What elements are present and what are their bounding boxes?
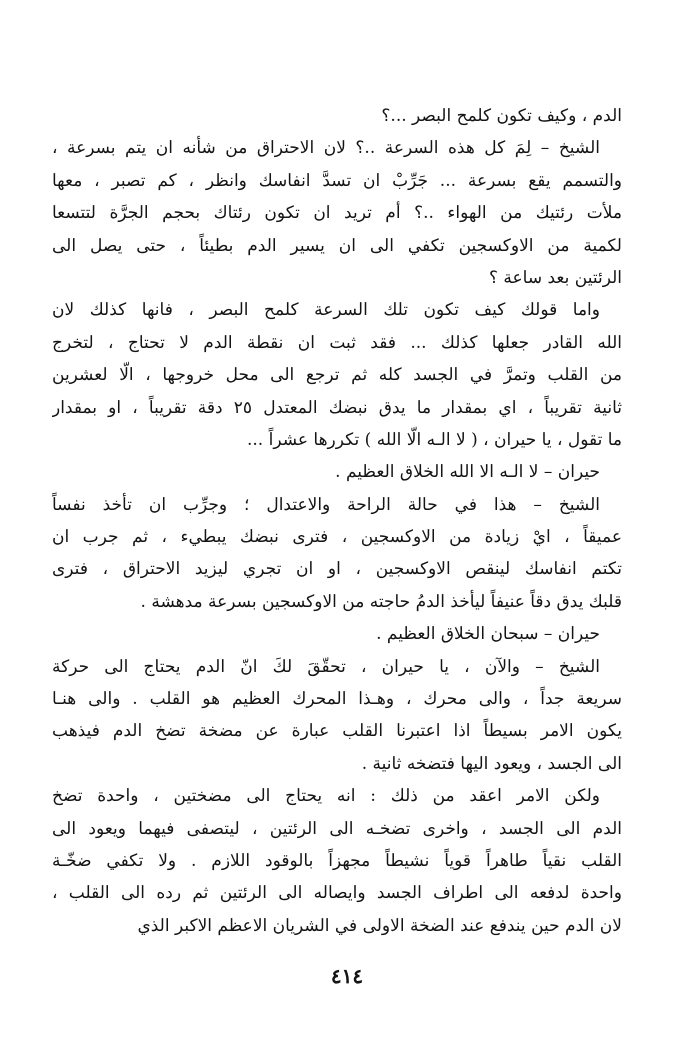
paragraph: [52, 780, 622, 942]
text-line: تكتم انفاسك لينقص الاوكسجين ، او ان تجري ليزيد الاحتراق ، فترى: [52, 559, 622, 580]
page-number: ٤١٤: [330, 964, 364, 988]
text-line: والتسمم يقع بسرعة ... جَرِّبْ ان تسدَّ انفاسك وانظر ، كم تصبر ، معها: [52, 170, 622, 191]
text-line: ما تقول ، يا حيران ، ( لا الـه الّا الله ) تكررها عشراً ...: [246, 429, 622, 450]
text-line: الشيخ – والآن ، يا حيران ، تحقّقَ لكَ انّ الدم يحتاج الى حركة: [52, 656, 600, 677]
text-line: لان الدم حين يندفع عند الضخة الاولى في الشريان الاعظم الاكبر الذي: [137, 915, 622, 936]
paragraph: [52, 100, 622, 132]
text-line: الشيخ – هذا في حالة الراحة والاعتدال ؛ وجرِّب ان تأخذ نفساً: [52, 494, 600, 515]
text-line: الرئتين بعد ساعة ؟: [489, 267, 622, 288]
text-line: يكون الامر بسيطاً اذا اعتبرنا القلب عبارة عن مضخة تضخ الدم فيذهب: [52, 721, 622, 742]
paragraph: [52, 618, 622, 650]
text-line: قلبك يدق دقاً عنيفاً ليأخذ الدمُ حاجته من الاوكسجين بسرعة مدهشة .: [140, 591, 622, 612]
paragraph: [52, 132, 622, 294]
text-line: سريعة جداً ، والى محرك ، وهـذا المحرك العظيم هو القلب . والى هنـا: [52, 689, 622, 710]
body-text: [52, 100, 622, 942]
text-line: حيران – سبحان الخلاق العظيم .: [376, 624, 600, 645]
paragraph: [52, 489, 622, 619]
text-line: الدم الى الجسد ، واخرى تضخـه الى الرئتين ، ليتصفى فيهما ويعود الى: [52, 818, 622, 839]
text-line: الشيخ – لِمَ كل هذه السرعة ..؟ لان الاحتراق من شأنه ان يتم بسرعة ،: [52, 138, 600, 159]
text-line: ملأت رئتيك من الهواء ..؟ أم تريد ان تكون رئتاك بحجم الجرَّة لتتسعا: [52, 203, 622, 224]
paragraph: [52, 294, 622, 456]
paragraph: [52, 456, 622, 488]
text-line: واما قولك كيف تكون تلك السرعة كلمح البصر ، فانها كذلك لان: [52, 300, 600, 321]
text-line: من القلب وتمرَّ في الجسد كله ثم ترجع الى محل خروجها ، الّا لعشرين: [52, 365, 622, 386]
text-line: لكمية من الاوكسجين تكفي الى ان يسير الدم بطيئاً ، حتى يصل الى: [52, 235, 622, 256]
text-line: ثانية تقريباً ، اي بمقدار ما يدق نبضك المعتدل ٢٥ دقة تقريباً ، او بمقدار: [52, 397, 622, 418]
text-line: حيران – لا الـه الا الله الخلاق العظيم .: [335, 462, 600, 483]
text-line: القلب نقياً طاهراً قوياً نشيطاً مجهزاً بالوقود اللازم . ولا تكفي ضخّـة: [52, 850, 622, 871]
text-line: الى الجسد ، ويعود اليها فتضخه ثانية .: [361, 753, 622, 774]
text-line: ولكن الامر اعقد من ذلك : انه يحتاج الى مضختين ، واحدة تضخ: [52, 786, 600, 807]
text-line: عميقاً ، ايْ زيادة من الاوكسجين ، فترى نبضك يبطيء ، ثم جرب ان: [52, 527, 622, 548]
paragraph: [52, 651, 622, 781]
text-line: الدم ، وكيف تكون كلمح البصر ...؟: [381, 106, 622, 126]
text-line: الله القادر جعلها كذلك ... فقد ثبت ان نقطة الدم لا تحتاج ، لتخرج: [52, 332, 622, 353]
text-line: واحدة لدفعه الى اطراف الجسد وايصاله الى الرئتين ثم رده الى القلب ،: [52, 883, 622, 904]
